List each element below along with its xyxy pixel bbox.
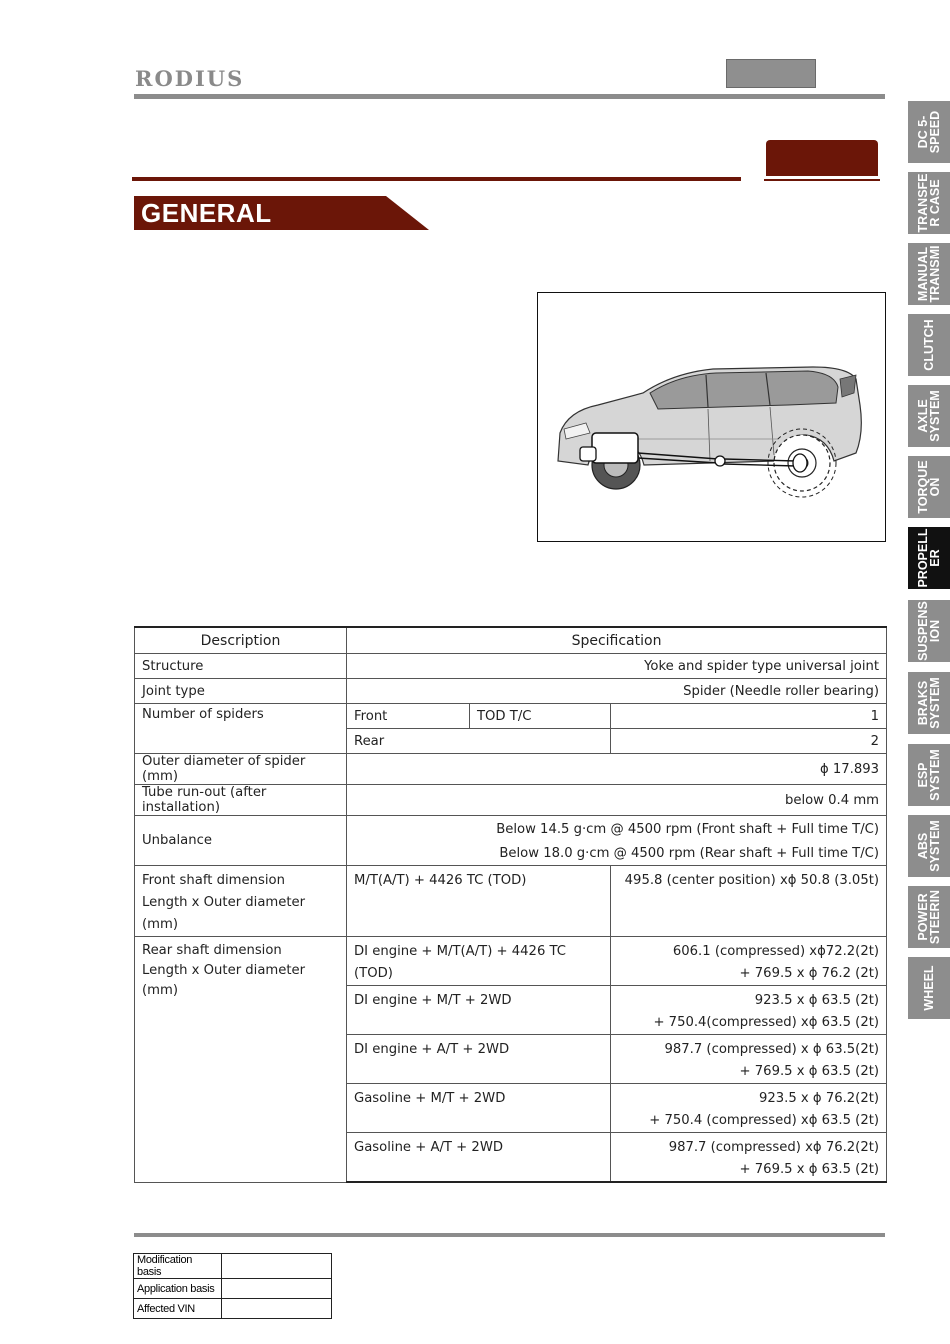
rear-shaft-value-1b: + 769.5 x ϕ 76.2 (2t)	[739, 966, 880, 981]
rear-shaft-value-2	[611, 986, 887, 1035]
rear-shaft-value-4	[611, 1084, 887, 1133]
rear-shaft-value-3a: 987.7 (compressed) x ϕ 63.5(2t)	[664, 1042, 880, 1057]
spiders-rear-label: Rear	[347, 729, 611, 754]
table-row	[134, 1299, 332, 1319]
front-shaft-label	[135, 866, 347, 937]
spiders-front-sub: TOD T/C	[470, 704, 611, 729]
section-red-tab-underline	[764, 179, 880, 181]
table-header-row	[135, 627, 887, 654]
affected-vin-label: Affected VIN	[134, 1299, 222, 1319]
modification-table	[133, 1253, 332, 1319]
rear-shaft-value-2b: + 750.4(compressed) xϕ 63.5 (2t)	[653, 1015, 880, 1030]
spiders-front-value: 1	[611, 704, 887, 729]
runout-label: Tube run-out (after installation)	[135, 785, 347, 816]
side-tab-power-steering[interactable]: POWER STEERIN	[908, 886, 950, 948]
spiders-front-label: Front	[347, 704, 470, 729]
runout-value: below 0.4 mm	[347, 785, 887, 816]
rear-shaft-config-2: DI engine + M/T + 2WD	[347, 986, 611, 1035]
side-tab-wheel[interactable]: WHEEL	[908, 957, 950, 1019]
joint-type-value: Spider (Needle roller bearing)	[347, 679, 887, 704]
rear-shaft-value-3b: + 769.5 x ϕ 63.5 (2t)	[739, 1064, 880, 1079]
header-description: Description	[135, 627, 347, 654]
side-tab-clutch[interactable]: CLUTCH	[908, 314, 950, 376]
outer-diameter-value: ϕ 17.893	[347, 754, 887, 785]
table-row-unbalance-1	[135, 816, 887, 843]
brand-logo: RODIUS	[135, 66, 245, 91]
side-tab-esp-system[interactable]: ESP SYSTEM	[908, 744, 950, 806]
front-shaft-label-line2: Length x Outer diameter (mm)	[142, 895, 306, 932]
front-shaft-label-line1: Front shaft dimension	[142, 873, 285, 888]
header-rule	[134, 94, 885, 99]
unbalance-label: Unbalance	[135, 816, 347, 866]
rear-shaft-value-4a: 923.5 x ϕ 76.2(2t)	[758, 1091, 880, 1106]
modification-basis-label: Modification basis	[134, 1254, 222, 1279]
application-basis-label: Application basis	[134, 1279, 222, 1299]
side-tab-axle-system[interactable]: AXLE SYSTEM	[908, 385, 950, 447]
affected-vin-value	[222, 1299, 332, 1319]
modification-basis-value	[222, 1254, 332, 1279]
section-red-tab	[766, 140, 878, 176]
rear-shaft-config-5: Gasoline + A/T + 2WD	[347, 1133, 611, 1183]
table-row-spiders-front	[135, 704, 887, 729]
side-tab-braks-system[interactable]: BRAKS SYSTEM	[908, 672, 950, 734]
header-grey-tab	[726, 59, 816, 88]
table-row-joint-type	[135, 679, 887, 704]
rear-shaft-value-2a: 923.5 x ϕ 63.5 (2t)	[754, 993, 880, 1008]
unbalance-value-2: Below 18.0 g·cm @ 4500 rpm (Rear shaft + Full time T/C)	[347, 842, 887, 866]
table-row	[134, 1279, 332, 1299]
spiders-rear-value: 2	[611, 729, 887, 754]
rear-shaft-label	[135, 937, 347, 1183]
table-row-outer-diameter	[135, 754, 887, 785]
front-shaft-value: 495.8 (center position) xϕ 50.8 (3.05t)	[611, 866, 887, 937]
side-tab-dc-5-speed[interactable]: DC 5- SPEED	[908, 101, 950, 163]
rear-shaft-label-line1: Rear shaft dimension	[142, 943, 282, 958]
rear-shaft-value-1a: 606.1 (compressed) xϕ72.2(2t)	[672, 944, 880, 959]
section-title: GENERAL	[141, 198, 272, 228]
footer-rule	[134, 1233, 885, 1237]
rear-shaft-label-line2: Length x Outer diameter (mm)	[142, 963, 306, 998]
outer-diameter-label: Outer diameter of spider (mm)	[135, 754, 347, 785]
structure-value: Yoke and spider type universal joint	[347, 654, 887, 679]
unbalance-value-1: Below 14.5 g·cm @ 4500 rpm (Front shaft + Full time T/C)	[347, 816, 887, 843]
table-row	[134, 1254, 332, 1279]
application-basis-value	[222, 1279, 332, 1299]
side-tab-suspension[interactable]: SUSPENS ION	[908, 600, 950, 662]
front-shaft-config: M/T(A/T) + 4426 TC (TOD)	[347, 866, 611, 937]
side-tab-torque-on[interactable]: TORQUE ON	[908, 456, 950, 518]
table-row-structure	[135, 654, 887, 679]
rear-shaft-value-3	[611, 1035, 887, 1084]
header-specification: Specification	[347, 627, 887, 654]
propeller-spec-table	[134, 626, 887, 1183]
table-row-runout	[135, 785, 887, 816]
rear-shaft-value-5b: + 769.5 x ϕ 63.5 (2t)	[739, 1162, 880, 1177]
side-tab-abs-system[interactable]: ABS SYSTEM	[908, 815, 950, 877]
side-tab-transfer-case[interactable]: TRANSFE R CASE	[908, 172, 950, 234]
structure-label: Structure	[135, 654, 347, 679]
table-row-front-shaft	[135, 866, 887, 937]
table-row-rear-shaft-1	[135, 937, 887, 986]
section-rule	[132, 177, 741, 181]
rear-shaft-config-3: DI engine + A/T + 2WD	[347, 1035, 611, 1084]
rear-shaft-value-5	[611, 1133, 887, 1183]
rear-shaft-value-1	[611, 937, 887, 986]
joint-type-label: Joint type	[135, 679, 347, 704]
rear-shaft-config-1: DI engine + M/T(A/T) + 4426 TC (TOD)	[347, 937, 611, 986]
side-tab-manual-transmission[interactable]: MANUAL TRANSMI	[908, 243, 950, 305]
rear-shaft-value-5a: 987.7 (compressed) xϕ 76.2(2t)	[668, 1140, 880, 1155]
vehicle-propeller-shaft-illustration	[537, 292, 886, 542]
suv-drawing	[538, 293, 885, 541]
side-tab-propeller[interactable]: PROPELL ER	[908, 527, 950, 589]
rear-shaft-config-4: Gasoline + M/T + 2WD	[347, 1084, 611, 1133]
spiders-label: Number of spiders	[135, 704, 347, 754]
rear-shaft-value-4b: + 750.4 (compressed) xϕ 63.5 (2t)	[649, 1113, 880, 1128]
